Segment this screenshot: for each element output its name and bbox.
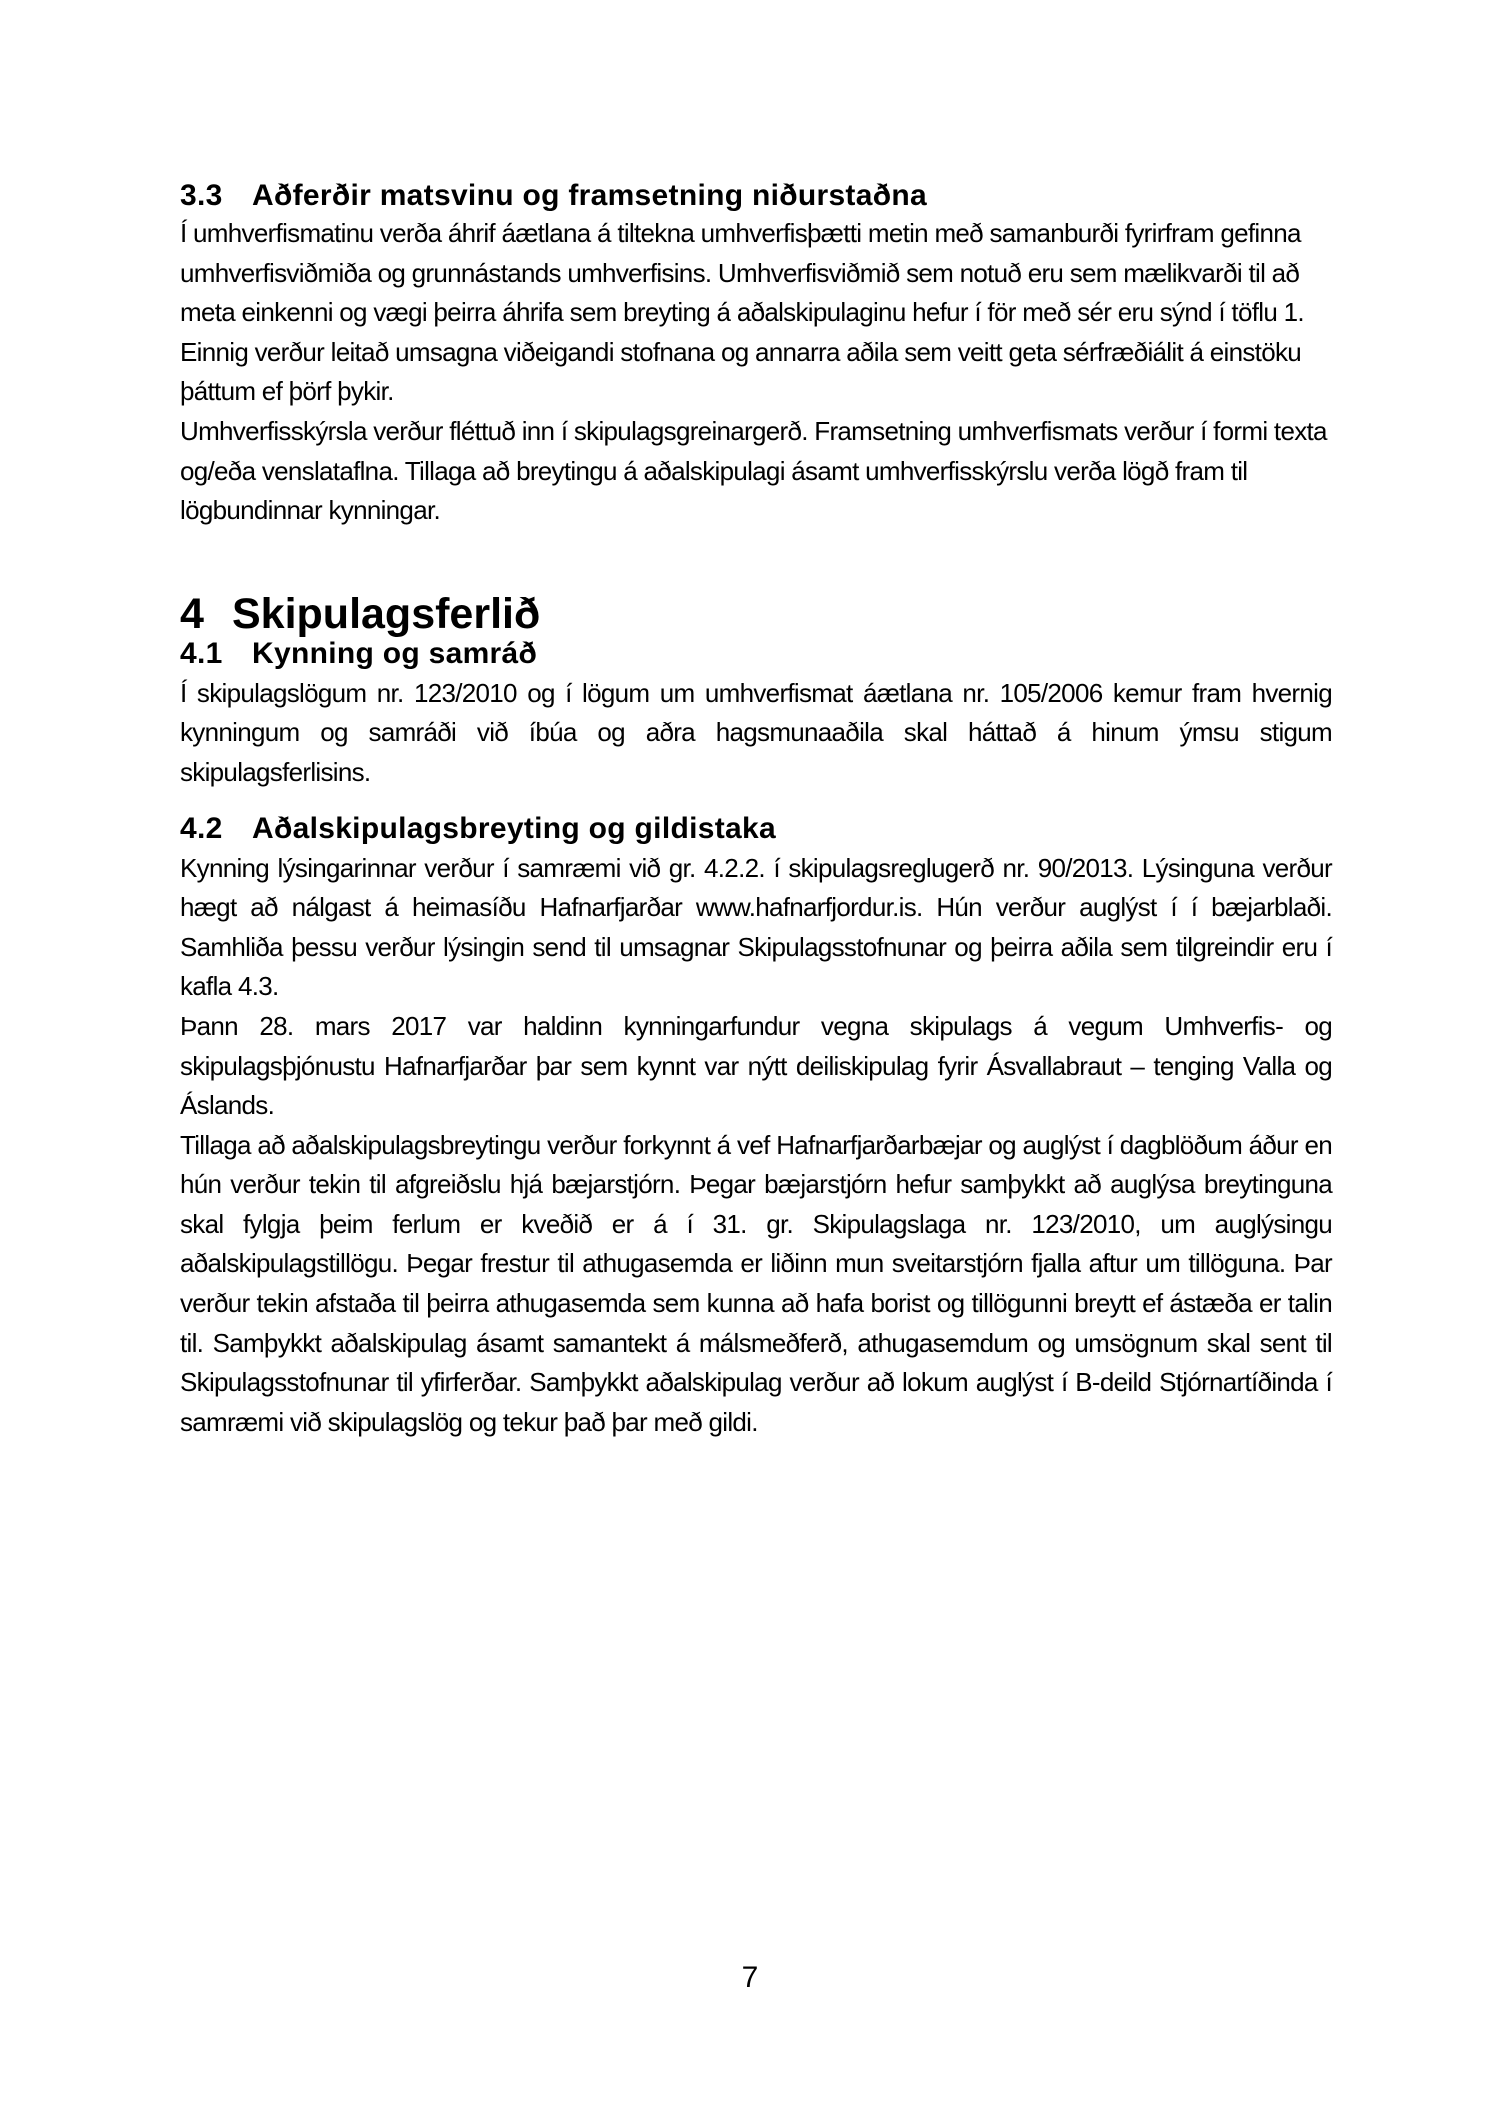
page-number: 7 bbox=[741, 1961, 759, 1994]
section-3-3-paragraph-1: Í umhverfismatinu verða áhrif áætlana á tiltekna umhverfisþætti metin með samanburði fyrirfram gefinna umhverfisviðmiða og grunnástands umhverfisins. Umhverfisviðmið sem notuð eru sem mælikvarði til að meta einkenni og vægi þeirra áhrifa sem breyting á aðalskipulaginu hefur í för með sér eru sýnd í töflu 1. Einnig verður leitað umsagna viðeigandi stofnana og annarra aðila sem veitt geta sérfræðiálit á einstöku þáttum ef þörf þykir. bbox=[180, 218, 1304, 407]
chapter-title: Skipulagsferlið bbox=[232, 589, 541, 638]
section-3-3-paragraph-2: Umhverfisskýrsla verður fléttuð inn í skipulagsgreinargerð. Framsetning umhverfismats verður í formi texta og/eða venslataflna. Tillaga að breytingu á aðalskipulagi ásamt umhverfisskýrslu verða lögð fram til lögbundinnar kynningar. bbox=[180, 415, 1327, 526]
document-page bbox=[180, 176, 1332, 1442]
chapter-number: 4 bbox=[180, 589, 204, 638]
section-number: 4.2 bbox=[180, 811, 223, 845]
section-4-2-paragraph-3: Tillaga að aðalskipulagsbreytingu verður forkynnt á vef Hafnarfjarðarbæjar og auglýst í dagblöðum áður en hún verður tekin til afgreiðslu hjá bæjarstjórn. Þegar bæjarstjórn hefur samþykkt að auglýsa breytinguna skal fylgja þeim ferlum er kveðið er á í 31. gr. Skipulagslaga nr. 123/2010, um auglýsingu aðalskipulagstillögu. Þegar frestur til athugasemda er liðinn mun sveitarstjórn fjalla aftur um tillöguna. Þar verður tekin afstaða til þeirra athugasemda sem kunna að hafa borist og tillögunni breytt ef ástæða er talin til. Samþykkt aðalskipulag ásamt samantekt á málsmeðferð, athugasemdum og umsögnum skal sent til Skipulagsstofnunar til yfirferðar. Samþykkt aðalskipulag verður að lokum auglýst í B-deild Stjórnartíðinda í samræmi við skipulagslög og tekur það þar með gildi. bbox=[180, 1129, 1332, 1437]
section-title: Kynning og samráð bbox=[252, 636, 538, 670]
section-number: 3.3 bbox=[180, 179, 223, 212]
chapter-4-heading bbox=[180, 588, 1332, 640]
section-3-3-heading bbox=[180, 176, 1332, 216]
section-number: 4.1 bbox=[180, 636, 223, 670]
section-4-2-paragraph-2: Þann 28. mars 2017 var haldinn kynningarfundur vegna skipulags á vegum Umhverfis- og skipulagsþjónustu Hafnarfjarðar þar sem kynnt var nýtt deiliskipulag fyrir Ásvallabraut – tenging Valla og Áslands. bbox=[180, 1010, 1332, 1121]
section-4-1-heading bbox=[180, 634, 1332, 674]
section-4-1-paragraph-1: Í skipulagslögum nr. 123/2010 og í lögum um umhverfismat áætlana nr. 105/2006 kemur fram hvernig kynningum og samráði við íbúa og aðra hagsmunaaðila skal háttað á hinum ýmsu stigum skipulagsferlisins. bbox=[180, 677, 1332, 787]
section-4-2-paragraph-1: Kynning lýsingarinnar verður í samræmi við gr. 4.2.2. í skipulagsreglugerð nr. 90/2013. Lýsinguna verður hægt að nálgast á heimasíðu Hafnarfjarðar www.hafnarfjordur.is. Hún verður auglýst í í bæjarblaði. Samhliða þessu verður lýsingin send til umsagnar Skipulagsstofnunar og þeirra aðila sem tilgreindir eru í kafla 4.3. bbox=[180, 852, 1332, 1002]
section-title: Aðalskipulagsbreyting og gildistaka bbox=[252, 811, 776, 845]
section-title: Aðferðir matsvinu og framsetning niðurstaðna bbox=[252, 179, 927, 212]
section-4-2-heading bbox=[180, 809, 1332, 849]
